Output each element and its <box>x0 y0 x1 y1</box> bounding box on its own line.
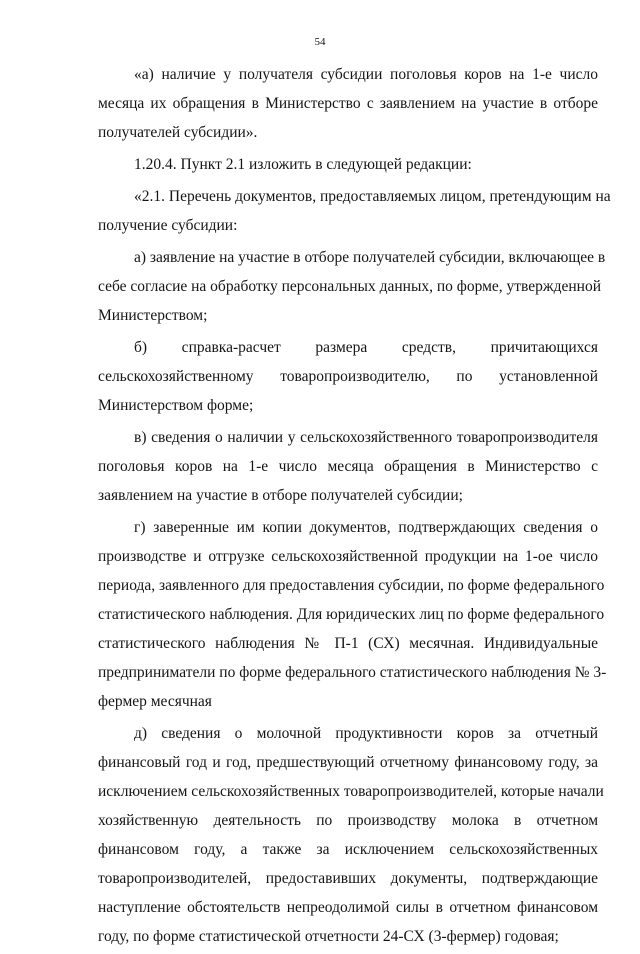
text-line: месяца их обращения в Министерство с заявлением на участие в отборе <box>98 95 598 112</box>
list-item-g <box>98 513 607 716</box>
text-line: финансовый год и год, предшествующий отчетному финансовому году, за <box>98 754 598 771</box>
text-line: производстве и отгрузке сельскохозяйственной продукции на 1-ое число <box>98 548 598 565</box>
text-line: себе согласие на обработку персональных данных, по форме, утвержденной <box>98 278 602 295</box>
paragraph-clause-2-1 <box>98 182 611 240</box>
text-line: б) справка-расчет размера средств, причитающихся <box>134 339 598 356</box>
list-item-d <box>98 719 604 951</box>
text-line: статистического наблюдения № П-1 (СХ) месячная. Индивидуальные <box>98 635 598 652</box>
text-line: получение субсидии: <box>98 217 238 234</box>
text-line: периода, заявленного для предоставления субсидии, по форме федерального <box>98 577 605 594</box>
text-line: сельскохозяйственному товаропроизводителю, по установленной <box>98 368 598 385</box>
text-line: фермер месячная <box>98 693 212 710</box>
text-line: «2.1. Перечень документов, предоставляемых лицом, претендующим на <box>134 188 611 205</box>
paragraph-clause-1-20-4 <box>98 150 598 179</box>
text-line: хозяйственную деятельность по производству молока в отчетном <box>98 812 598 829</box>
page-number: 54 <box>314 36 326 48</box>
text-line: д) сведения о молочной продуктивности коров за отчетный <box>134 725 598 742</box>
list-item-a <box>98 243 606 330</box>
text-line: 1.20.4. Пункт 2.1 изложить в следующей редакции: <box>134 156 472 173</box>
text-line: получателей субсидии». <box>98 124 258 141</box>
text-line: Министерством; <box>98 307 208 324</box>
text-line: поголовья коров на 1-е число месяца обращения в Министерство с <box>98 458 598 475</box>
text-line: «а) наличие у получателя субсидии поголовья коров на 1-е число <box>134 66 598 83</box>
text-line: в) сведения о наличии у сельскохозяйственного товаропроизводителя <box>134 429 598 446</box>
text-line: году, по форме статистической отчетности 24-СХ (3-фермер) годовая; <box>98 928 559 945</box>
text-line: предприниматели по форме федерального статистического наблюдения № 3- <box>98 664 607 681</box>
text-line: г) заверенные им копии документов, подтверждающих сведения о <box>134 519 598 536</box>
text-line: товаропроизводителей, предоставивших документы, подтверждающие <box>98 870 598 887</box>
text-line: финансовом году, а также за исключением сельскохозяйственных <box>98 841 598 858</box>
text-line: наступление обстоятельств непреодолимой силы в отчетном финансовом <box>98 899 598 916</box>
text-line: исключением сельскохозяйственных товаропроизводителей, которые начали <box>98 783 604 800</box>
text-line: Министерством форме; <box>98 397 254 414</box>
text-line: а) заявление на участие в отборе получателей субсидии, включающее в <box>134 249 606 266</box>
list-item-v <box>98 423 598 510</box>
paragraph-cow-livestock-condition <box>98 60 598 147</box>
text-line: заявлением на участие в отборе получателей субсидии; <box>98 487 463 504</box>
list-item-b <box>98 333 598 420</box>
document-body <box>98 60 611 954</box>
text-line: статистического наблюдения. Для юридических лиц по форме федерального <box>98 606 605 623</box>
